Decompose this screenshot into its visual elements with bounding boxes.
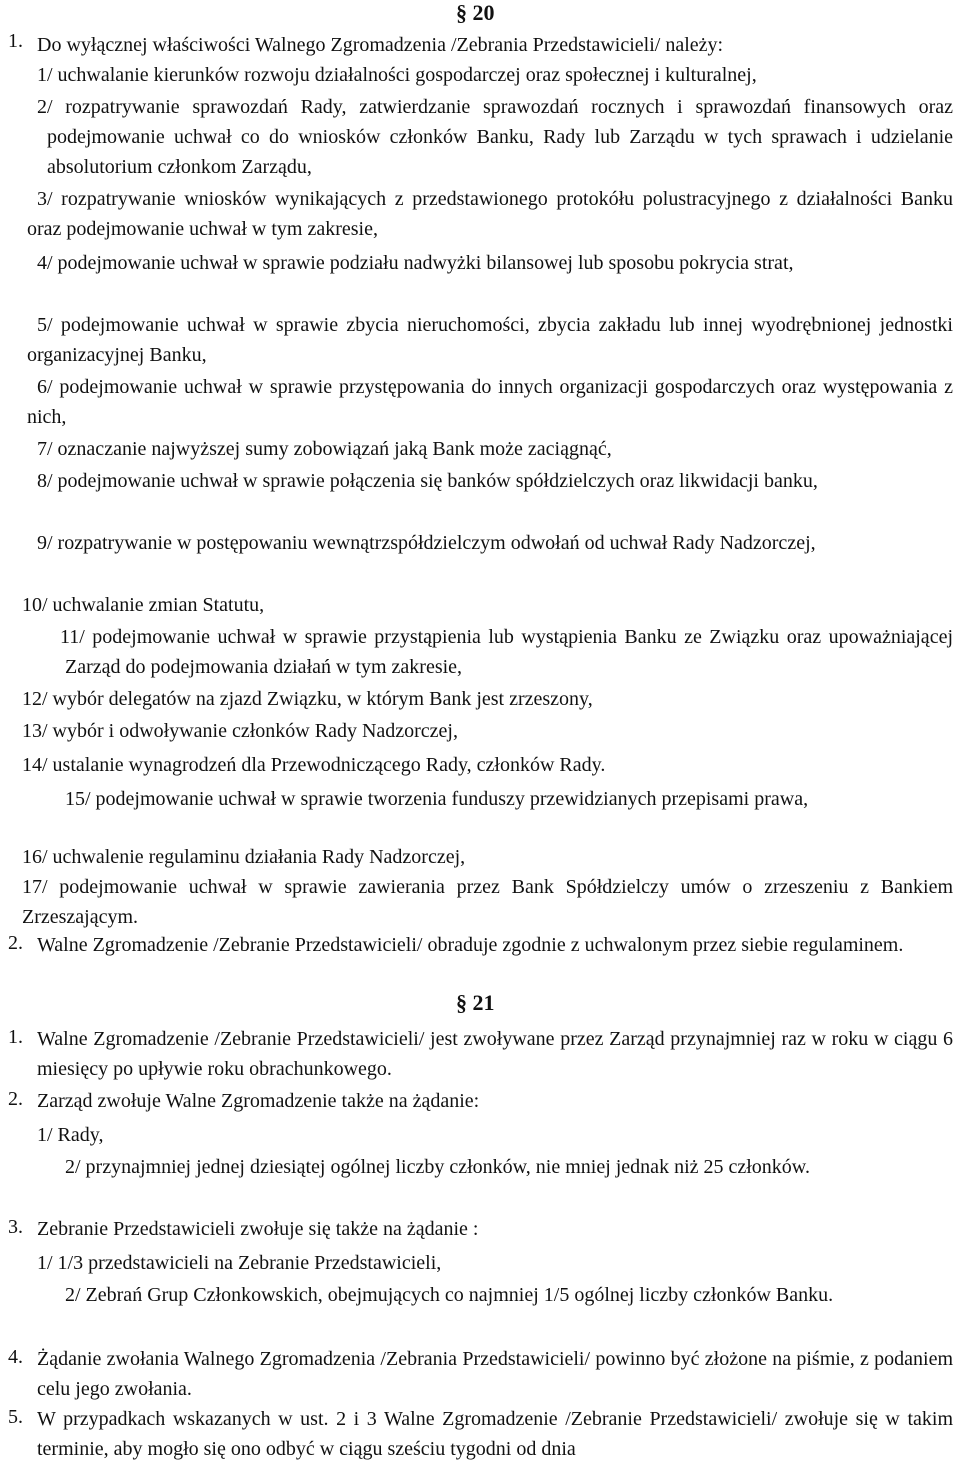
s20-item-17: 17/ podejmowanie uchwał w sprawie zawierania przez Bank Spółdzielczy umów o zrzeszeniu z Bankiem Zrzeszającym. bbox=[22, 876, 953, 928]
s21-p2-item-1: 1/ Rady, bbox=[37, 1124, 104, 1146]
s20-p1-number: 1. bbox=[8, 30, 23, 52]
s21-p3-number: 3. bbox=[8, 1216, 23, 1238]
s20-item-9: 9/ rozpatrywanie w postępowaniu wewnątrzspółdzielczym odwołań od uchwał Rady Nadzorczej, bbox=[37, 532, 816, 554]
s20-item-6: 6/ podejmowanie uchwał w sprawie przystępowania do innych organizacji gospodarczych oraz występowania z nich, bbox=[27, 376, 953, 428]
s21-p3-item-1: 1/ 1/3 przedstawicieli na Zebranie Przedstawicieli, bbox=[37, 1252, 442, 1274]
s20-item-14: 14/ ustalanie wynagrodzeń dla Przewodniczącego Rady, członków Rady. bbox=[22, 754, 606, 776]
s21-p5-text: W przypadkach wskazanych w ust. 2 i 3 Walne Zgromadzenie /Zebranie Przedstawicieli/ zwołuje się w takim terminie, aby mogło się ono odbyć w ciągu sześciu tygodni od dnia bbox=[37, 1408, 953, 1460]
s20-item-16: 16/ uchwalenie regulaminu działania Rady Nadzorczej, bbox=[22, 846, 466, 868]
s20-item-7: 7/ oznaczanie najwyższej sumy zobowiązań jaką Bank może zaciągnąć, bbox=[37, 438, 612, 460]
s21-p2-intro: Zarząd zwołuje Walne Zgromadzenie także na żądanie: bbox=[37, 1090, 480, 1112]
s20-item-3: 3/ rozpatrywanie wniosków wynikających z przedstawionego protokółu polustracyjnego z działalności Banku oraz podejmowanie uchwał w tym zakresie, bbox=[27, 188, 953, 240]
s20-p2-text: Walne Zgromadzenie /Zebranie Przedstawicieli/ obraduje zgodnie z uchwalonym przez siebie regulaminem. bbox=[37, 934, 904, 956]
s20-p1-intro: Do wyłącznej właściwości Walnego Zgromadzenia /Zebrania Przedstawicieli/ należy: bbox=[37, 34, 724, 56]
s21-p2-item-2: 2/ przynajmniej jednej dziesiątej ogólnej liczby członków, nie mniej jednak niż 25 członków. bbox=[65, 1156, 810, 1178]
s20-item-12: 12/ wybór delegatów na zjazd Związku, w którym Bank jest zrzeszony, bbox=[22, 688, 593, 710]
s20-item-4: 4/ podejmowanie uchwał w sprawie podziału nadwyżki bilansowej lub sposobu pokrycia strat, bbox=[37, 252, 794, 274]
s21-p3-intro: Zebranie Przedstawicieli zwołuje się także na żądanie : bbox=[37, 1218, 479, 1240]
s20-item-2: 2/ rozpatrywanie sprawozdań Rady, zatwierdzanie sprawozdań rocznych i sprawozdań finansowych oraz podejmowanie uchwał co do wniosków członków Banku, Rady lub Zarządu w tych sprawach i udzielanie absolutorium członkom Zarządu, bbox=[37, 96, 953, 178]
s21-p5-number: 5. bbox=[8, 1406, 23, 1428]
s21-p2-number: 2. bbox=[8, 1088, 23, 1110]
s21-p1-text: Walne Zgromadzenie /Zebranie Przedstawicieli/ jest zwoływane przez Zarząd przynajmniej raz w roku w ciągu 6 miesięcy po upływie roku obrachunkowego. bbox=[37, 1028, 953, 1080]
s21-p4-number: 4. bbox=[8, 1346, 23, 1368]
s21-p3-item-2: 2/ Zebrań Grup Członkowskich, obejmujących co najmniej 1/5 ogólnej liczby członków Banku. bbox=[65, 1284, 834, 1306]
s20-item-5: 5/ podejmowanie uchwał w sprawie zbycia nieruchomości, zbycia zakładu lub innej wyodrębnionej jednostki organizacyjnej Banku, bbox=[27, 314, 953, 366]
section-21-heading: § 21 bbox=[456, 990, 495, 1015]
s20-item-1: 1/ uchwalanie kierunków rozwoju działalności gospodarczej oraz społecznej i kulturalnej, bbox=[37, 64, 757, 86]
s21-p4-text: Żądanie zwołania Walnego Zgromadzenia /Zebrania Przedstawicieli/ powinno być złożone na piśmie, z podaniem celu jego zwołania. bbox=[37, 1348, 953, 1400]
s21-p1-number: 1. bbox=[8, 1026, 23, 1048]
s20-item-11: 11/ podejmowanie uchwał w sprawie przystąpienia lub wystąpienia Banku ze Związku oraz upoważniającej Zarząd do podejmowania działań w tym zakresie, bbox=[60, 626, 953, 678]
s20-p2-number: 2. bbox=[8, 932, 23, 954]
s20-item-15: 15/ podejmowanie uchwał w sprawie tworzenia funduszy przewidzianych przepisami prawa, bbox=[65, 788, 809, 810]
s20-item-13: 13/ wybór i odwoływanie członków Rady Nadzorczej, bbox=[22, 720, 458, 742]
s20-item-10: 10/ uchwalanie zmian Statutu, bbox=[22, 594, 265, 616]
s20-item-8: 8/ podejmowanie uchwał w sprawie połączenia się banków spółdzielczych oraz likwidacji banku, bbox=[37, 470, 818, 492]
section-20-heading: § 20 bbox=[456, 0, 495, 25]
